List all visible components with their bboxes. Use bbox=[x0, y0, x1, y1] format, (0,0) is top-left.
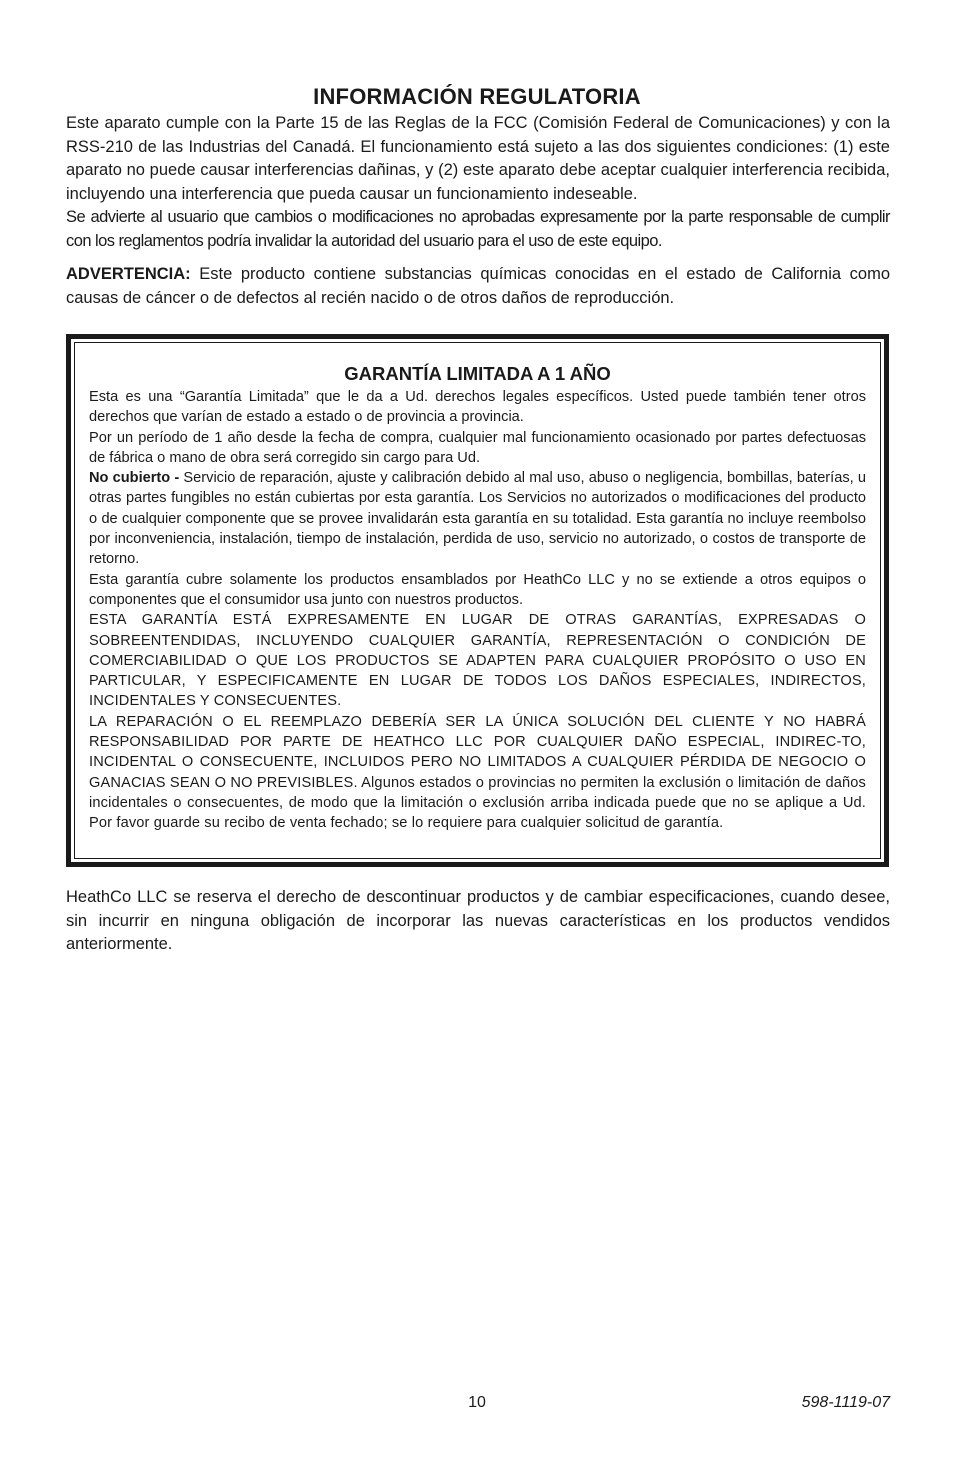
warranty-paragraph-disclaimer: ESTA GARANTÍA ESTÁ EXPRESAMENTE EN LUGAR DE OTRAS GARANTÍAS, EXPRESADAS O SOBREENTENDIDAS, INCLUYENDO CUALQUIER GARANTÍA, REPRESENTACIÓN O CONDICIÓN DE COMERCIABILIDAD O QUE LOS PRODUCTOS SE ADAPTEN PARA CUALQUIER PROPÓSITO O USO EN PARTICULAR, Y ESPECIFICAMENTE EN LUGAR DE TODOS LOS DAÑOS ESPECIALES, INDIRECTOS, INCIDENTALES Y CONSECUENTES. bbox=[89, 612, 866, 710]
warning-text: Este producto contiene substancias químicas conocidas en el estado de California como causas de cáncer o de defectos al recién nacido o de otros daños de reproducción. bbox=[66, 265, 890, 307]
warranty-inner-border bbox=[74, 342, 881, 859]
closing-paragraph: HeathCo LLC se reserva el derecho de descontinuar productos y de cambiar especificaciones, cuando desee, sin incurrir en ninguna obligación de incorporar las nuevas características en los productos vendidos anteriormente. bbox=[66, 888, 890, 953]
not-covered-text: Servicio de reparación, ajuste y calibración debido al mal uso, abuso o negligencia, bombillas, baterías, u otras partes fungibles no están cubiertas por esta garantía. Los Servicios no autorizados o modificaciones del producto o de cualquier componente que se provee invalidarán esta garantía en su totalidad. Esta garantía no incluye reembolso por inconveniencia, instalación, tiempo de instalación, perdida de uso, servicio no autorizado, o costos de transporte de retorno. bbox=[89, 470, 866, 568]
limitation-text: Algunos estados o provincias no permiten la exclusión o limitación de daños incidentales o consecuentes, de modo que la limitación o exclusión arriba indicada puede que no se aplique a Ud. Por favor guarde su recibo de venta fechado; se lo requiere para cualquier solicitud de garantía. bbox=[89, 774, 866, 832]
warranty-body bbox=[89, 387, 866, 834]
page-number: 10 bbox=[468, 1394, 486, 1411]
warranty-paragraph-scope: Esta garantía cubre solamente los productos ensamblados por HeathCo LLC y no se extiende a otros equipos o componentes que el consumidor usa junto con nuestros productos. bbox=[89, 571, 866, 608]
warning-label: ADVERTENCIA: bbox=[66, 265, 191, 283]
regulatory-paragraph-modifications: Se advierte al usuario que cambios o modificaciones no aprobadas expresamente por la parte responsable de cumplir con los reglamentos podría invalidar la autoridad del usuario para el uso de este equipo. bbox=[66, 208, 890, 250]
warranty-title: GARANTÍA LIMITADA A 1 AÑO bbox=[344, 363, 611, 384]
warranty-paragraph-rights: Esta es una “Garantía Limitada” que le da a Ud. derechos legales específicos. Usted puede también tener otros derechos que varían de estado a estado o de provincia a provincia. bbox=[89, 389, 866, 426]
regulatory-section bbox=[66, 112, 890, 310]
regulatory-paragraph-fcc: Este aparato cumple con la Parte 15 de las Reglas de la FCC (Comisión Federal de Comunicaciones) y con la RSS-210 de las Industrias del Canadá. El funcionamiento está sujeto a las dos siguientes condiciones: (1) este aparato no puede causar interferencias dañinas, y (2) este aparato debe aceptar cualquier interferencia recibida, incluyendo una interferencia que pueda causar un funcionamiento indeseable. bbox=[66, 114, 890, 203]
warranty-paragraph-period: Por un período de 1 año desde la fecha de compra, cualquier mal funcionamiento ocasionado por partes defectuosas de fábrica o mano de obra será corregido sin cargo para Ud. bbox=[89, 429, 866, 466]
limitation-caps-text: LA REPARACIÓN O EL REEMPLAZO DEBERÍA SER LA ÚNICA SOLUCIÓN DEL CLIENTE Y NO HABRÁ RESPONSABILIDAD POR PARTE DE HEATHCO LLC POR CUALQUIER DAÑO ESPECIAL, INDIREC-TO, INCIDENTAL O CONSECUENTE, INCLUIDOS PERO NO LIMITADOS A CUALQUIER PÉRDIDA DE NEGOCIO O GANACIAS SEAN O NO PREVISIBLES. bbox=[89, 713, 866, 791]
regulatory-title: INFORMACIÓN REGULATORIA bbox=[313, 84, 641, 109]
warranty-box bbox=[66, 334, 889, 867]
warranty-paragraph-limitation bbox=[89, 712, 866, 834]
warranty-paragraph-not-covered bbox=[89, 468, 866, 569]
warning-paragraph bbox=[66, 263, 890, 310]
document-code: 598-1119-07 bbox=[801, 1394, 890, 1411]
not-covered-label: No cubierto - bbox=[89, 470, 180, 487]
